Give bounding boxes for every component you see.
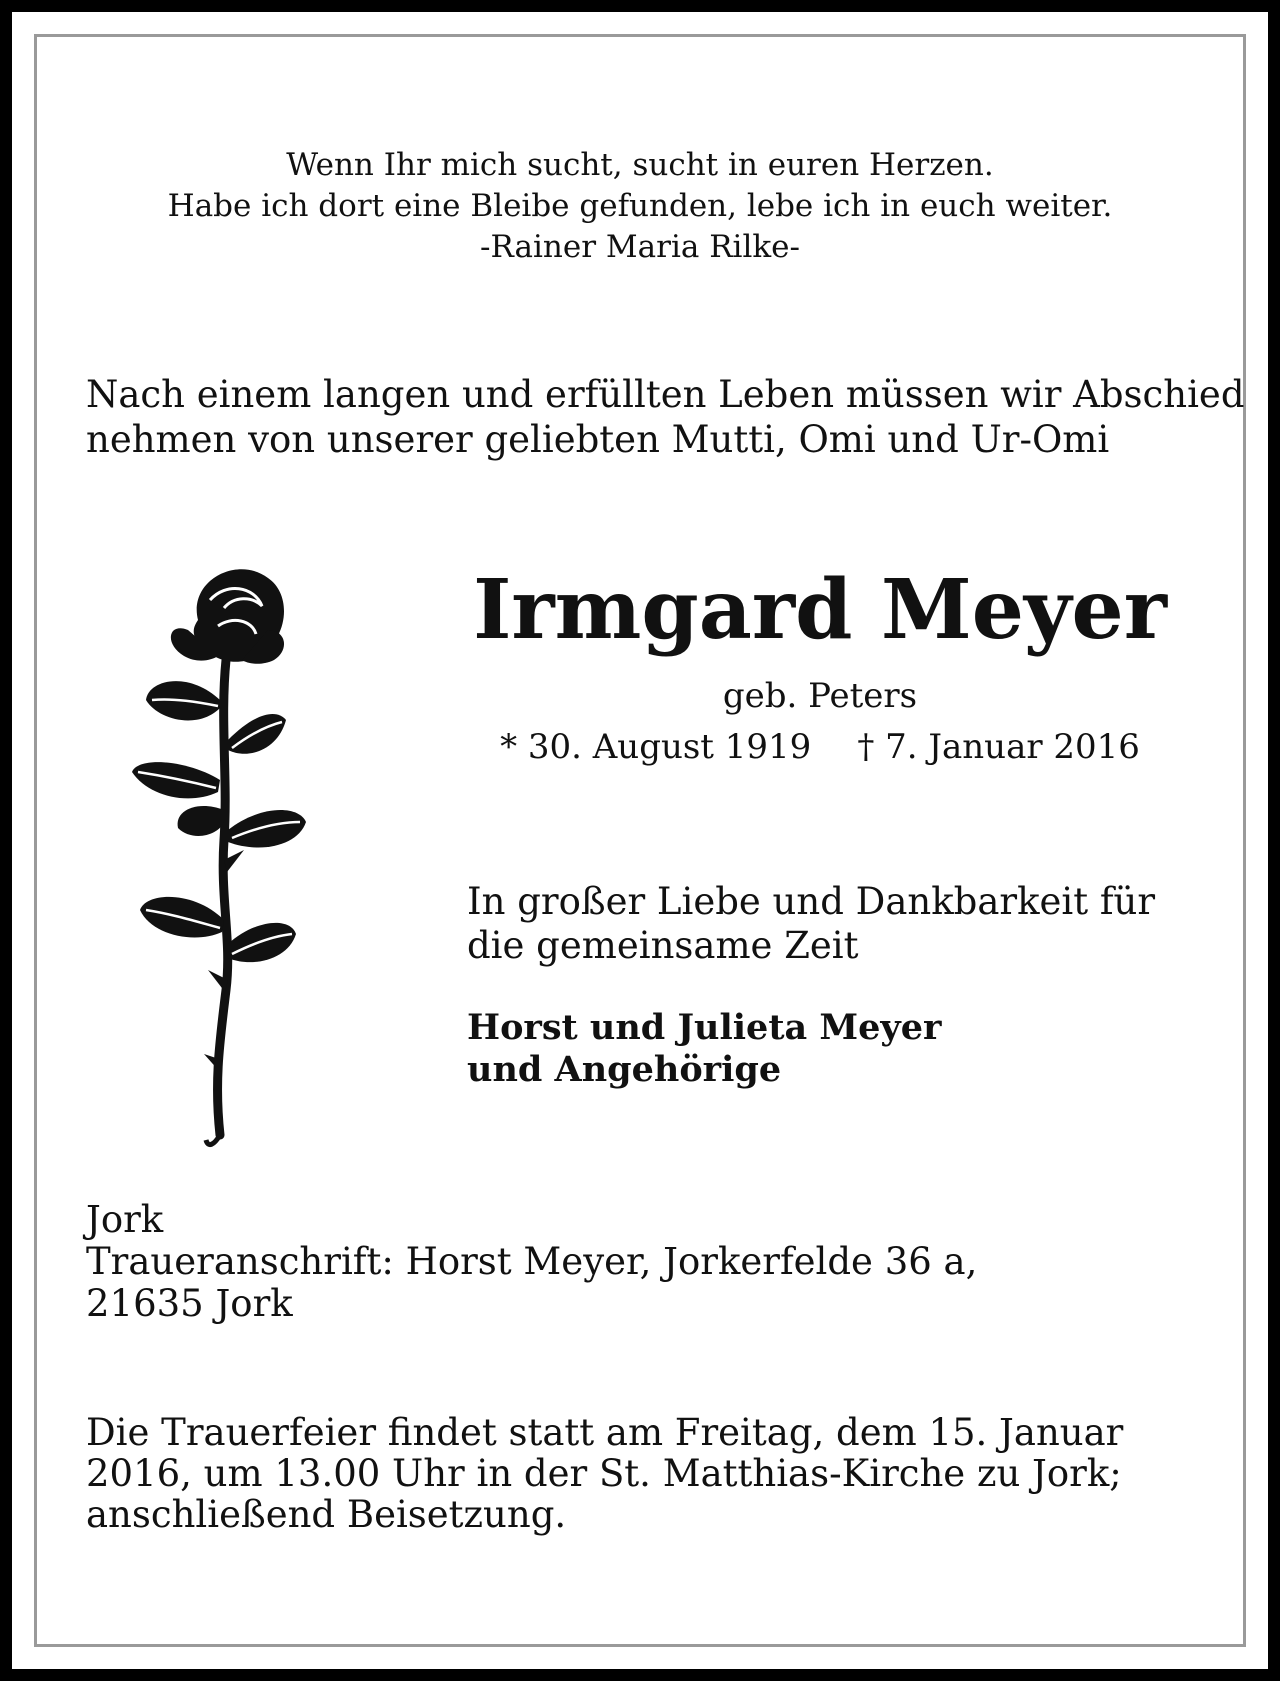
ceremony-line-1: Die Trauerfeier findet statt am Freitag, dem 15. Januar: [86, 1411, 1124, 1454]
quote-author: -Rainer Maria Rilke-: [480, 229, 800, 265]
family-line-1: Horst und Julieta Meyer: [467, 1007, 942, 1048]
intro-line-2: nehmen von unserer geliebten Mutti, Omi und Ur-Omi: [86, 418, 1110, 461]
maiden-name: geb. Peters: [722, 676, 918, 716]
family-signature: [467, 1007, 941, 1091]
intro-paragraph: [86, 372, 1245, 462]
mourning-address: [86, 1199, 977, 1325]
dedication-text: [467, 880, 1155, 968]
quote-line-1: Wenn Ihr mich sucht, sucht in euren Herzen.: [286, 147, 994, 183]
death-date: † 7. Januar 2016: [857, 727, 1140, 767]
dedication-line-2: die gemeinsame Zeit: [467, 924, 859, 967]
ceremony-line-3: anschließend Beisetzung.: [86, 1493, 567, 1536]
address-city: Jork: [86, 1198, 164, 1241]
rose-icon: [128, 560, 324, 1150]
quote-line-2: Habe ich dort eine Bleibe gefunden, lebe ich in euch weiter.: [167, 188, 1113, 224]
ceremony-line-2: 2016, um 13.00 Uhr in der St. Matthias-Kirche zu Jork;: [86, 1452, 1122, 1495]
birth-date: * 30. August 1919: [500, 727, 812, 767]
family-line-2: und Angehörige: [467, 1049, 782, 1090]
intro-line-1: Nach einem langen und erfüllten Leben müssen wir Abschied: [86, 373, 1245, 416]
address-line-2: 21635 Jork: [86, 1282, 293, 1325]
address-line-1: Traueranschrift: Horst Meyer, Jorkerfelde 36 a,: [86, 1240, 978, 1283]
ceremony-notice: [86, 1412, 1123, 1535]
life-dates: [470, 726, 1170, 768]
rilke-quote: [0, 145, 1280, 268]
deceased-name: Irmgard Meyer: [473, 562, 1167, 658]
dedication-line-1: In großer Liebe und Dankbarkeit für: [467, 880, 1156, 923]
